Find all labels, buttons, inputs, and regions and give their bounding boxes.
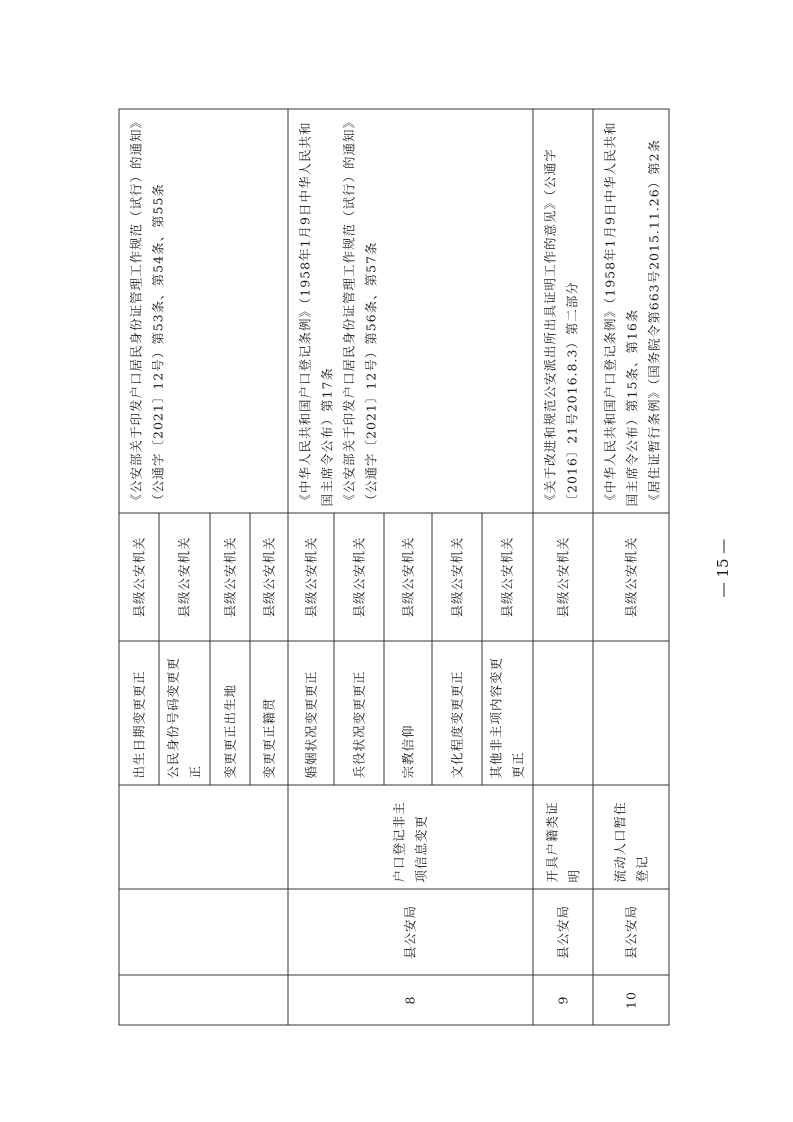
row-number-cell: 8 [288,975,533,1025]
legal-basis-cell: 《中华人民共和国户口登记条例》（1958年1月9日中华人民共和国主席令公布）第15条、第16条 《居住证暂行条例》（国务院令第663号2015.11.26）第2条 [593,109,669,513]
item-cell: 流动人口暂住登记 [593,785,669,889]
sub-item-cell: 宗教信仰 [384,641,432,785]
legal-basis-cell: 《中华人民共和国户口登记条例》（1958年1月9日中华人民共和国主席令公布）第17条 《公安部关于印发户口居民身份证管理工作规范（试行）的通知》（公通字〔2021〕12号）第56条、第57条 [288,109,533,513]
sub-item-cell: 变更更正出生地 [210,641,250,785]
sub-item-cell [533,641,593,785]
authority-cell: 县级公安机关 [250,513,288,641]
legal-basis-cell: 《公安部关于印发户口居民身份证管理工作规范（试行）的通知》（公通字〔2021〕12号）第53条、第54条、第55条 [119,109,288,513]
table-row [593,109,669,1025]
authority-cell: 县级公安机关 [482,513,533,641]
table-row [288,109,334,1025]
unit-cell: 县公安局 [288,889,533,975]
sub-item-cell: 其他非主项内容变更更正 [482,641,533,785]
table-container [119,110,662,1026]
sub-item-cell: 兵役状况变更更正 [334,641,384,785]
item-cell: 开具户籍类证明 [533,785,593,889]
authority-cell: 县级公安机关 [533,513,593,641]
sub-item-cell: 出生日期变更更正 [119,641,159,785]
authority-cell: 县级公安机关 [159,513,210,641]
authority-cell: 县级公安机关 [384,513,432,641]
row-number-cell: 9 [533,975,593,1025]
sub-item-cell: 公民身份号码变更更正 [159,641,210,785]
sub-item-cell: 文化程度变更更正 [432,641,482,785]
public-security-items-table [119,109,670,1026]
sub-item-cell [593,641,669,785]
unit-cell [119,889,288,975]
page-number-text: — 15 — [714,538,732,598]
unit-cell: 县公安局 [533,889,593,975]
table-row [533,109,593,1025]
item-cell: 户口登记非主项信息变更 [288,785,533,889]
unit-cell: 县公安局 [593,889,669,975]
authority-cell: 县级公安机关 [593,513,669,641]
legal-basis-cell: 《关于改进和规范公安派出所出具证明工作的意见》（公通字〔2016〕21号2016.8.3）第二部分 [533,109,593,513]
row-number-cell: 10 [593,975,669,1025]
table-row [119,109,159,1025]
page-number [703,538,743,598]
sub-item-cell: 婚姻状况变更更正 [288,641,334,785]
authority-cell: 县级公安机关 [288,513,334,641]
authority-cell: 县级公安机关 [119,513,159,641]
row-number-cell [119,975,288,1025]
authority-cell: 县级公安机关 [210,513,250,641]
item-cell [119,785,288,889]
authority-cell: 县级公安机关 [334,513,384,641]
authority-cell: 县级公安机关 [432,513,482,641]
sub-item-cell: 变更更正籍贯 [250,641,288,785]
